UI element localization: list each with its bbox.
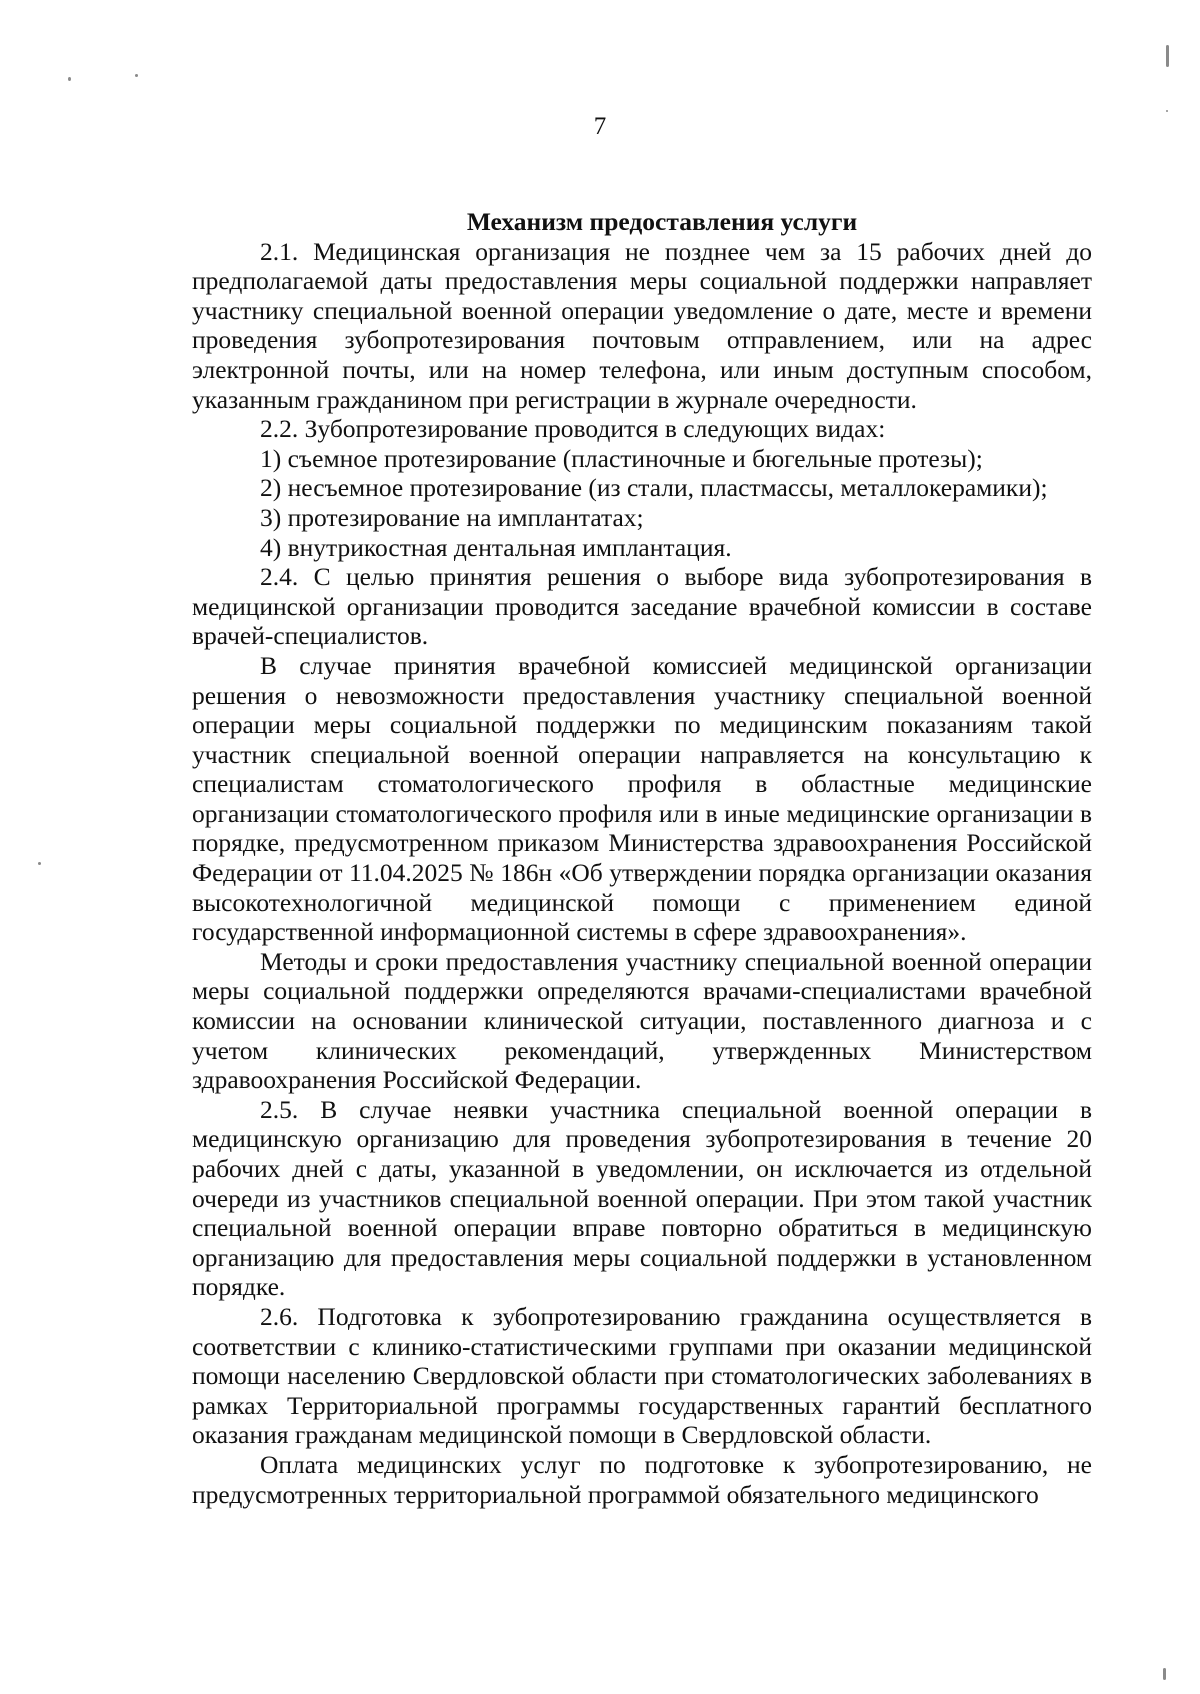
scan-artifact	[38, 862, 41, 865]
paragraph-methods-terms: Методы и сроки предоставления участнику специальной военной операции меры социальной поддержки определяются врачами-специалистами врачебной комиссии на основании клинической ситуации, поставленного диагноза и с учетом клинических рекомендаций, утвержденных Министерством здравоохранения Российской Федерации.	[192, 946, 1092, 1095]
document-body	[192, 207, 1092, 1509]
list-item-3: 3) протезирование на имплантатах;	[260, 502, 644, 532]
paragraph-2-5: 2.5. В случае неявки участника специальной военной операции в медицинскую организацию для проведения зубопротезирования в течение 20 рабочих дней с даты, указанной в уведомлении, он исключается из отдельной очереди из участников специальной военной операции. При этом такой участник специальной военной операции вправе повторно обратиться в медицинскую организацию для предоставления меры социальной поддержки в установленном порядке.	[192, 1094, 1092, 1302]
scan-artifact	[68, 77, 71, 81]
paragraph-2-1: 2.1. Медицинская организация не позднее чем за 15 рабочих дней до предполагаемой даты предоставления меры социальной поддержки направляет участнику специальной военной операции уведомление о дате, месте и времени проведения зубопротезирования почтовым отправлением, или на адрес электронной почты, или на номер телефона, или иным доступным способом, указанным гражданином при регистрации в журнале очередности.	[192, 236, 1092, 414]
paragraph-payment: Оплата медицинских услуг по подготовке к зубопротезированию, не предусмотренных территориальной программой обязательного медицинского	[192, 1449, 1092, 1509]
list-item-2: 2) несъемное протезирование (из стали, пластмассы, металлокерамики);	[260, 473, 1048, 503]
paragraph-2-6: 2.6. Подготовка к зубопротезированию гражданина осуществляется в соответствии с клинико-статистическими группами при оказании медицинской помощи населению Свердловской области при стоматологических заболеваниях в рамках Территориальной программы государственных гарантий бесплатного оказания гражданам медицинской помощи в Свердловской области.	[192, 1301, 1092, 1450]
scan-artifact	[1163, 1668, 1166, 1680]
section-heading: Механизм предоставления услуги	[466, 207, 858, 236]
paragraph-2-4: 2.4. С целью принятия решения о выборе вида зубопротезирования в медицинской организации проводится заседание врачебной комиссии в составе врачей-специалистов.	[192, 562, 1092, 651]
scan-artifact	[1166, 45, 1169, 67]
paragraph-commission-decision: В случае принятия врачебной комиссией медицинской организации решения о невозможности предоставления участнику специальной военной операции меры социальной поддержки по медицинским показаниям такой участник специальной военной операции направляется на консультацию к специалистам стоматологического профиля в областные медицинские организации стоматологического профиля или в иные медицинские организации в порядке, предусмотренном приказом Министерства здравоохранения Российской Федерации от 11.04.2025 № 186н «Об утверждении порядка организации оказания высокотехнологичной медицинской помощи с применением единой государственной информационной системы в сфере здравоохранения».	[192, 650, 1092, 947]
page-number: 7	[593, 113, 607, 140]
paragraph-2-2: 2.2. Зубопротезирование проводится в следующих видах:	[260, 414, 886, 444]
scan-artifact	[135, 74, 138, 77]
list-item-4: 4) внутрикостная дентальная имплантация.	[260, 532, 732, 562]
list-item-1: 1) съемное протезирование (пластиночные и бюгельные протезы);	[260, 443, 983, 473]
